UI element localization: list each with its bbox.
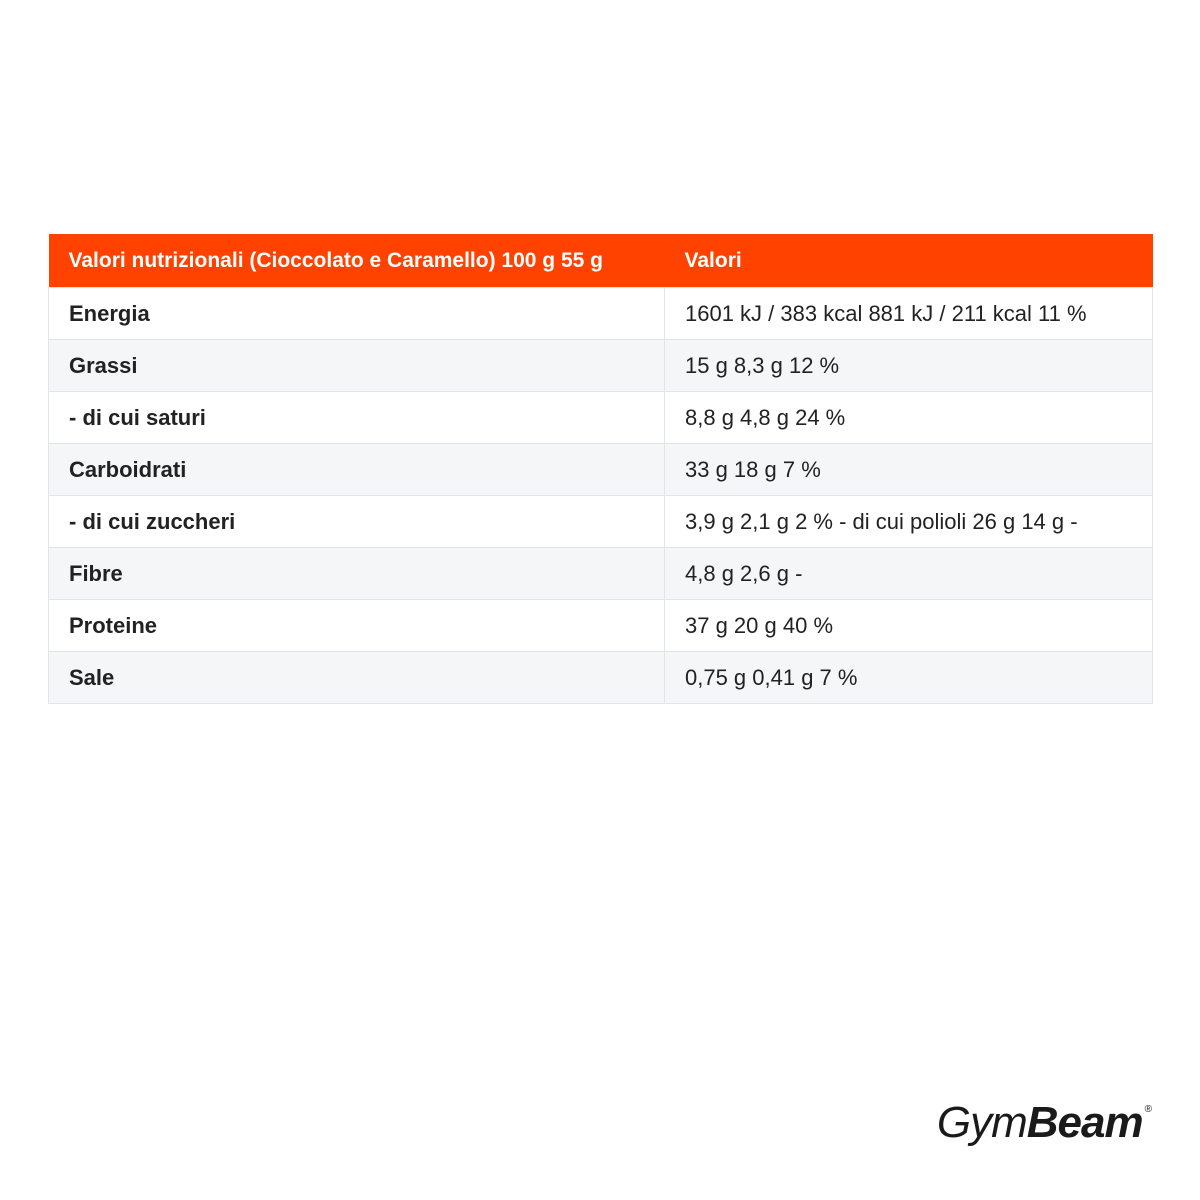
table-row-proteine xyxy=(49,600,1153,652)
nutrient-name: - di cui zuccheri xyxy=(49,496,665,548)
table-row-grassi xyxy=(49,340,1153,392)
table-row-carboidrati xyxy=(49,444,1153,496)
header-nutrition-label: Valori nutrizionali (Cioccolato e Caramello) 100 g 55 g xyxy=(49,234,665,288)
nutrient-value: 15 g 8,3 g 12 % xyxy=(665,340,1153,392)
nutrient-name: Proteine xyxy=(49,600,665,652)
logo-text-gym: Gym xyxy=(936,1098,1027,1147)
nutrient-value: 1601 kJ / 383 kcal 881 kJ / 211 kcal 11 % xyxy=(665,288,1153,340)
nutrient-name: - di cui saturi xyxy=(49,392,665,444)
table-row-sale xyxy=(49,652,1153,704)
nutrient-name: Grassi xyxy=(49,340,665,392)
table-row-fibre xyxy=(49,548,1153,600)
nutrition-table-body xyxy=(49,288,1153,704)
nutrient-name: Sale xyxy=(49,652,665,704)
table-row-saturi xyxy=(49,392,1153,444)
nutrient-value: 4,8 g 2,6 g - xyxy=(665,548,1153,600)
gymbeam-logo xyxy=(937,1098,1152,1148)
table-row-energia xyxy=(49,288,1153,340)
nutrient-value: 0,75 g 0,41 g 7 % xyxy=(665,652,1153,704)
nutrient-name: Energia xyxy=(49,288,665,340)
nutrition-table xyxy=(48,234,1153,704)
nutrient-name: Carboidrati xyxy=(49,444,665,496)
nutrient-value: 37 g 20 g 40 % xyxy=(665,600,1153,652)
table-row-zuccheri xyxy=(49,496,1153,548)
nutrient-value: 8,8 g 4,8 g 24 % xyxy=(665,392,1153,444)
header-values-label: Valori xyxy=(665,234,1153,288)
header-row xyxy=(49,234,1153,288)
nutrient-value: 3,9 g 2,1 g 2 % - di cui polioli 26 g 14 g - xyxy=(665,496,1153,548)
nutrient-value: 33 g 18 g 7 % xyxy=(665,444,1153,496)
logo-text-beam: Beam xyxy=(1026,1098,1143,1147)
registered-trademark-icon: ® xyxy=(1144,1104,1152,1115)
nutrition-table-header xyxy=(49,234,1153,288)
nutrient-name: Fibre xyxy=(49,548,665,600)
